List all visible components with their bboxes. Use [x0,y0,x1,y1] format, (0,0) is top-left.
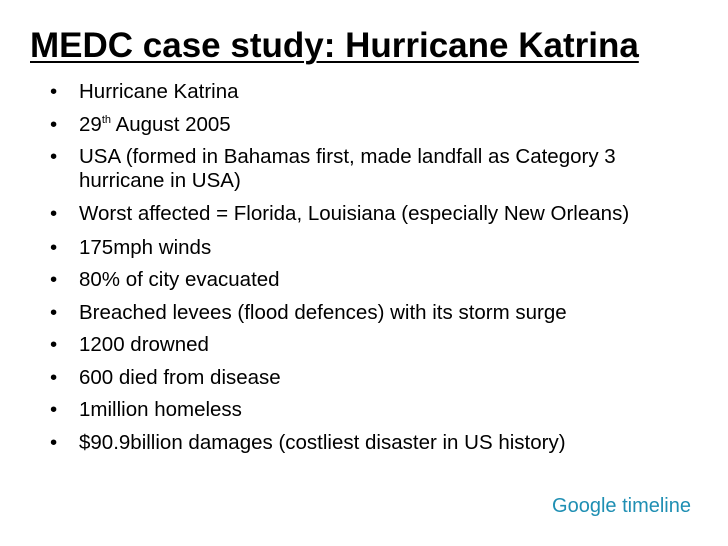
bullet-item: • Breached levees (flood defences) with its storm surge [45,301,685,325]
bullet-item: • USA (formed in Bahamas first, made landfall as Category 3 hurricane in USA) [45,145,685,192]
date-day: 29 [79,112,102,136]
bullet-item-date [45,113,685,137]
google-timeline-link[interactable]: Google timeline [552,495,691,517]
bullet-item: • $90.9billion damages (costliest disaster in US history) [45,431,685,455]
bullet-item: • Worst affected = Florida, Louisiana (especially New Orleans) [45,202,685,226]
bullet-item: • 175mph winds [45,236,685,260]
bullet-item: • Hurricane Katrina [45,80,685,104]
date-rest: August 2005 [111,112,231,136]
bullet-item: • 600 died from disease [45,366,685,390]
bullet-list [45,80,685,463]
bullet-item: • 80% of city evacuated [45,268,685,292]
bullet-item: • 1million homeless [45,398,685,422]
date-suffix: th [101,113,111,126]
slide-title: MEDC case study: Hurricane Katrina [30,26,639,65]
bullet-item: • 1200 drowned [45,333,685,357]
